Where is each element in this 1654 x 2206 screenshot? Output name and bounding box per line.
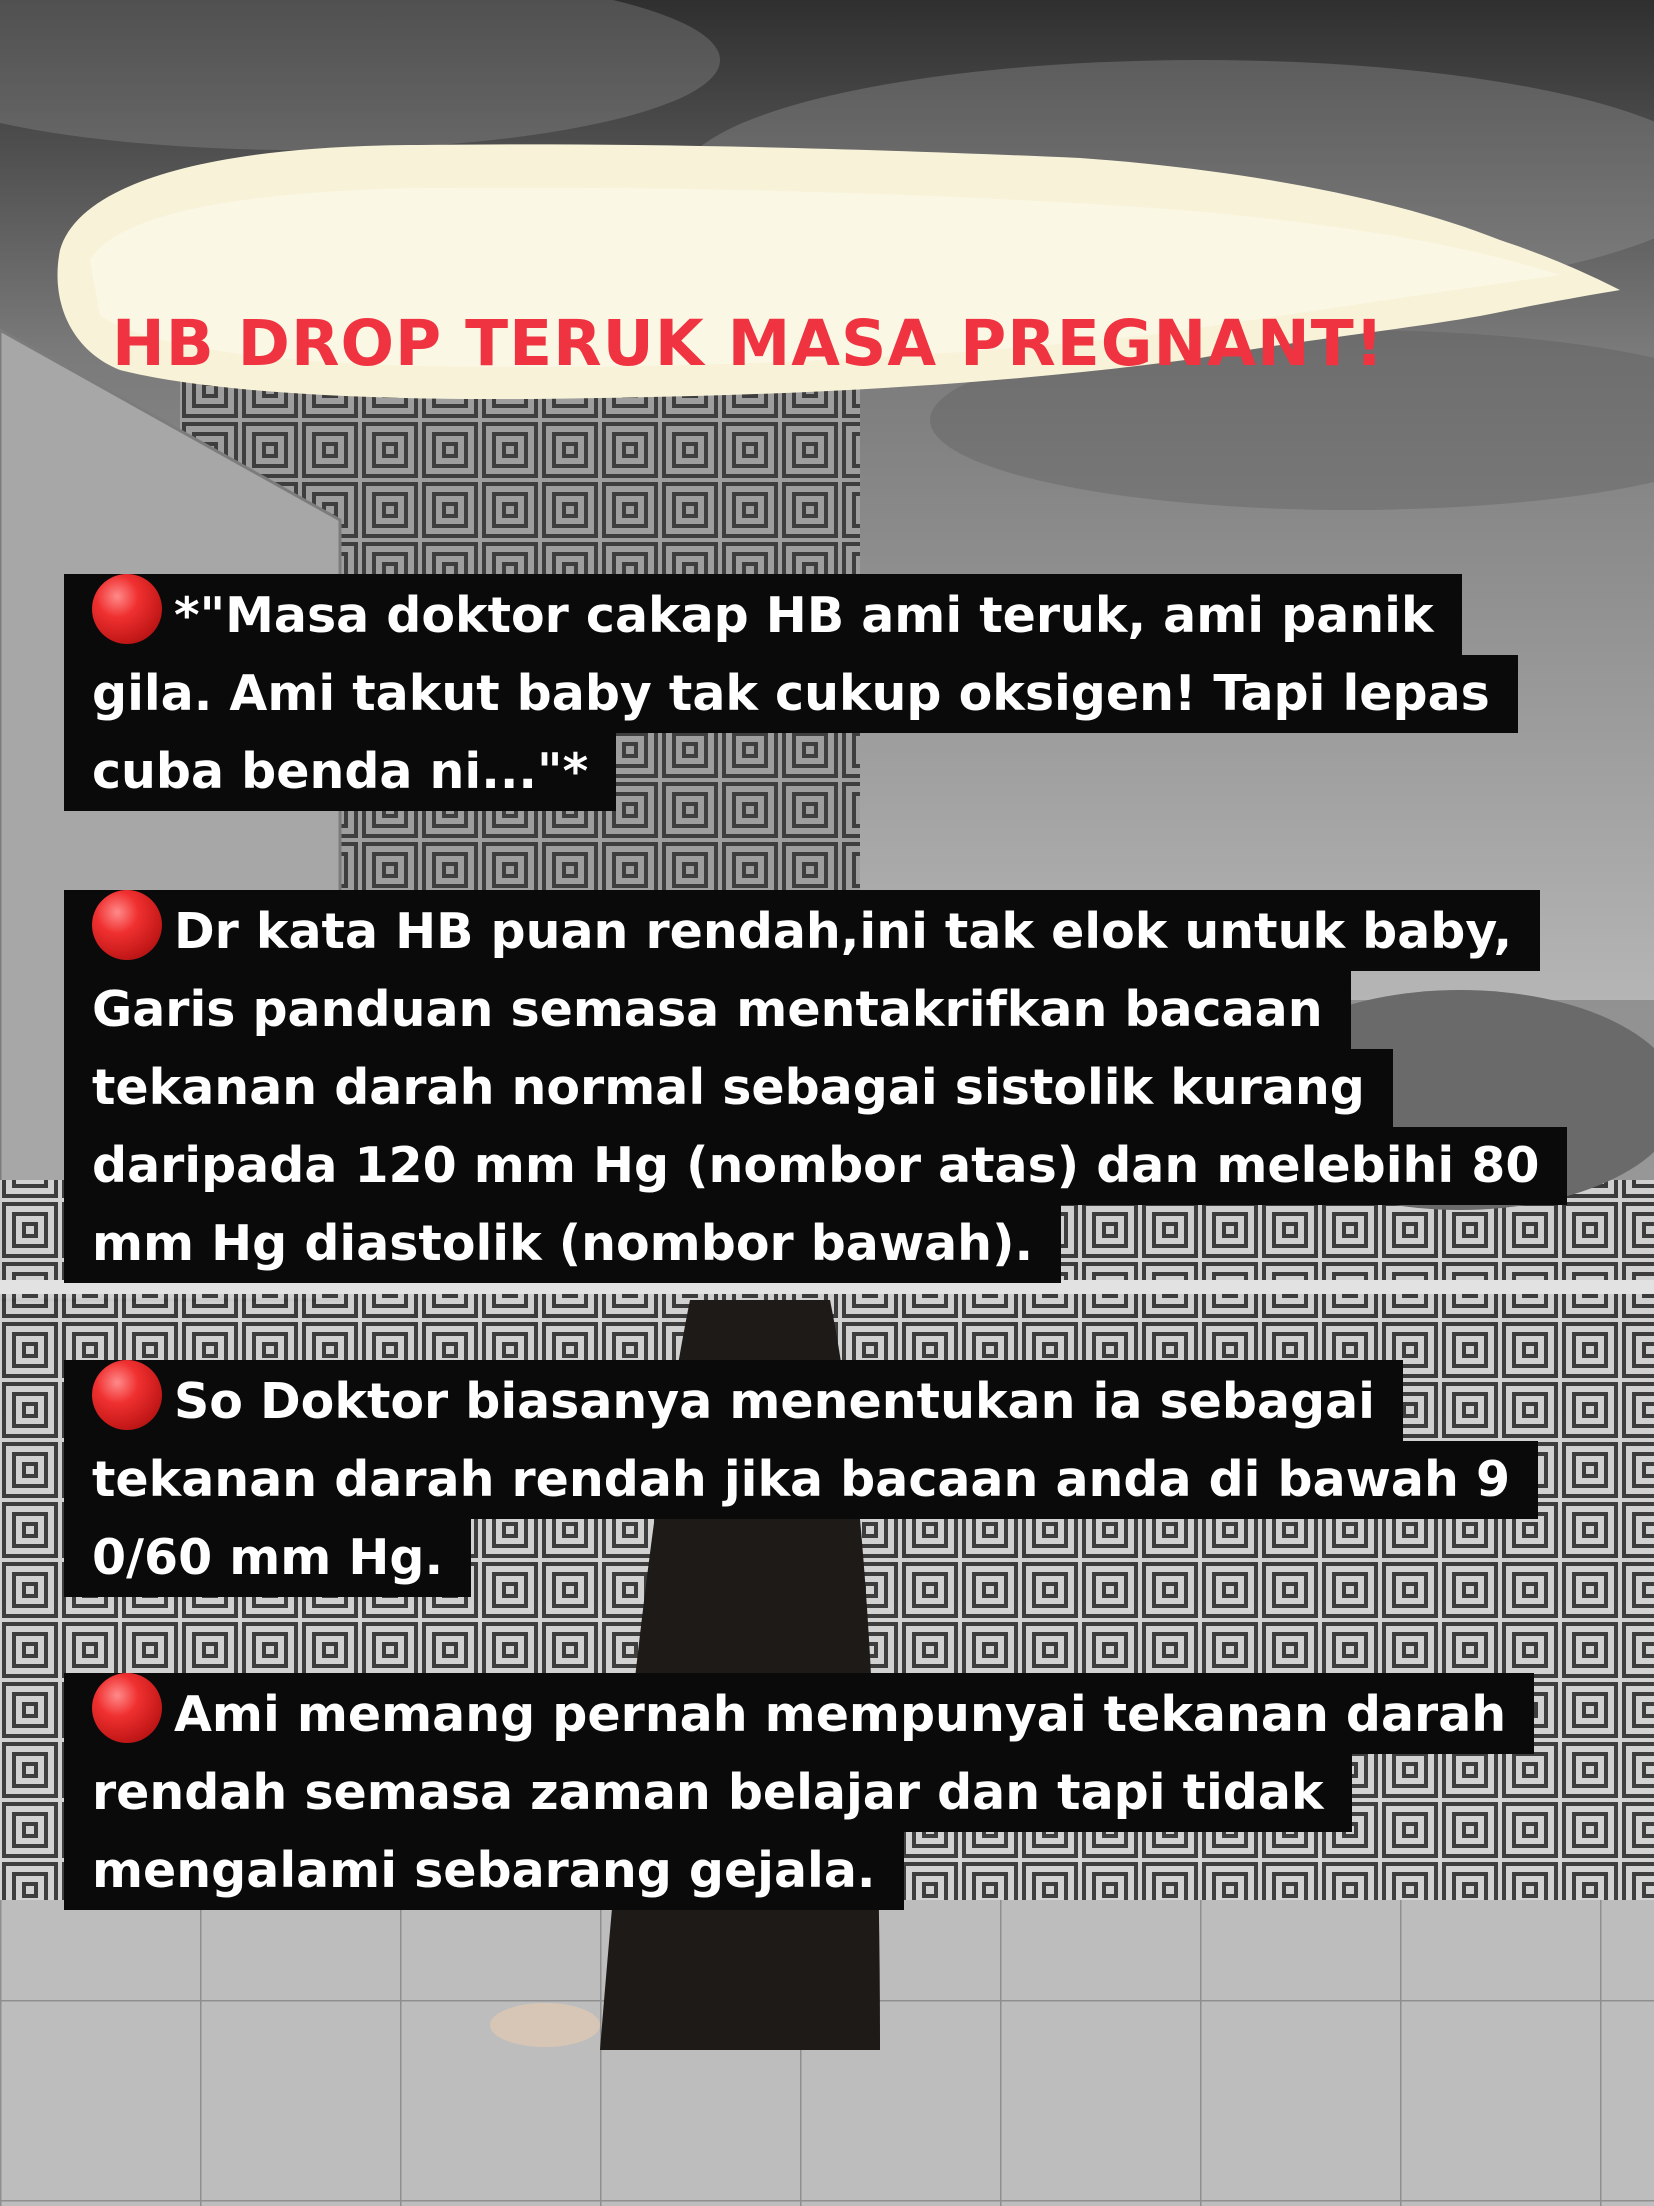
paragraph-1-line-1: *"Masa doktor cakap HB ami teruk, ami panik: [174, 587, 1434, 644]
red-circle-icon: [92, 890, 162, 960]
paragraph-1-line-2: gila. Ami takut baby tak cukup oksigen! Tapi lepas: [92, 665, 1490, 722]
red-circle-icon: [92, 1673, 162, 1743]
paragraph-block-4: [64, 1673, 1534, 1910]
paragraph-1-line-3: cuba benda ni..."*: [92, 743, 589, 800]
paragraph-block-3: [64, 1360, 1538, 1597]
red-circle-icon: [92, 1360, 162, 1430]
title-banner: [0, 90, 1654, 430]
paragraph-2-line-4: daripada 120 mm Hg (nombor atas) dan melebihi 80: [92, 1137, 1540, 1194]
text-line: [64, 1127, 1567, 1205]
text-line: [64, 1832, 904, 1910]
text-line: [64, 1049, 1393, 1127]
paragraph-3-line-2: tekanan darah rendah jika bacaan anda di bawah 9: [92, 1451, 1511, 1508]
paragraph-block-2: [64, 890, 1567, 1283]
red-circle-icon: [92, 574, 162, 644]
text-line: [64, 971, 1351, 1049]
paragraph-2-line-2: Garis panduan semasa mentakrifkan bacaan: [92, 981, 1323, 1038]
text-line: [64, 655, 1518, 733]
paragraph-2-line-3: tekanan darah normal sebagai sistolik kurang: [92, 1059, 1365, 1116]
text-line: [64, 1754, 1352, 1832]
text-line: [64, 1441, 1538, 1519]
paragraph-2-line-1: Dr kata HB puan rendah,ini tak elok untuk baby,: [174, 903, 1513, 960]
paragraph-2-line-5: mm Hg diastolik (nombor bawah).: [92, 1215, 1034, 1272]
page-title: HB DROP TERUK MASA PREGNANT!: [112, 307, 1385, 380]
text-line: [64, 733, 616, 811]
text-line: [64, 890, 1540, 971]
paragraph-3-line-3: 0/60 mm Hg.: [92, 1529, 444, 1586]
paragraph-4-line-3: mengalami sebarang gejala.: [92, 1842, 876, 1899]
text-line: [64, 1205, 1061, 1283]
paragraph-4-line-1: Ami memang pernah mempunyai tekanan darah: [174, 1686, 1507, 1743]
text-line: [64, 1673, 1534, 1754]
text-line: [64, 1360, 1403, 1441]
paragraph-3-line-1: So Doktor biasanya menentukan ia sebagai: [174, 1373, 1375, 1430]
text-line: [64, 1519, 471, 1597]
paragraph-4-line-2: rendah semasa zaman belajar dan tapi tidak: [92, 1764, 1324, 1821]
paragraph-block-1: [64, 574, 1518, 811]
text-line: [64, 574, 1462, 655]
